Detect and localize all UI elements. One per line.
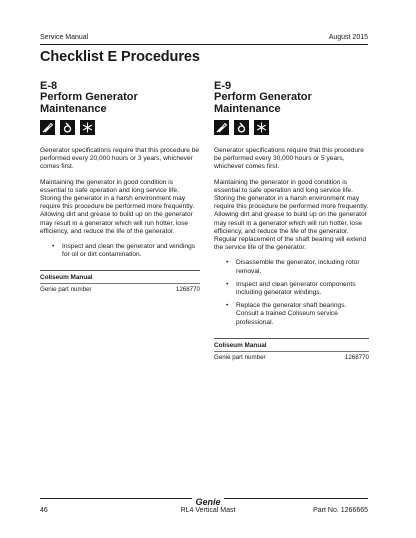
header-left: Service Manual xyxy=(40,34,89,41)
fuel-can-icon xyxy=(60,120,75,135)
section-title: Perform Generator Maintenance xyxy=(40,91,138,115)
reference-row xyxy=(40,283,200,293)
header-rule xyxy=(40,44,368,45)
section-id: E-8 xyxy=(40,80,58,92)
reference-number: 1268770 xyxy=(175,286,200,294)
reference-row xyxy=(214,351,369,361)
wrench-screwdriver-icon xyxy=(214,120,229,135)
snowflake-icon xyxy=(254,120,269,135)
list-item: • Disassemble the generator, including rotor removal. xyxy=(226,259,369,275)
section-id: E-9 xyxy=(214,80,232,92)
section-e9 xyxy=(214,80,369,361)
paragraph: Generator specifications require that this procedure be performed every 20,000 hours or 3 years, whichever comes first. xyxy=(40,147,200,171)
list-item: • Inspect and clean generator components including generator windings. xyxy=(226,281,369,297)
genie-logo: Genie xyxy=(192,497,223,507)
reference-title: Coliseum Manual xyxy=(214,341,267,349)
snowflake-icon xyxy=(80,120,95,135)
section-title: Perform Generator Maintenance xyxy=(214,91,312,115)
bullet-list xyxy=(214,259,369,326)
icon-row xyxy=(214,120,369,135)
icon-row xyxy=(40,120,200,135)
paragraph: Maintaining the generator in good condition is essential to safe operation and long service life. Storing the generator in a harsh environment may require this procedure be performed more frequently. Allowing dirt and grease to build up on the generator may result in a generator which will run hotter, lose efficiency, and reduce the life of the generator. xyxy=(40,178,195,235)
paragraph: Generator specifications require that this procedure be performed every 30,000 hours or 5 years, whichever comes first. xyxy=(214,147,364,171)
footer-center: RL4 Vertical Mast xyxy=(180,507,236,514)
wrench-screwdriver-icon xyxy=(40,120,55,135)
reference-title: Coliseum Manual xyxy=(40,274,93,282)
reference-box xyxy=(40,270,200,293)
header-right: August 2015 xyxy=(328,34,368,41)
page-number: 46 xyxy=(40,507,48,514)
reference-number: 1268770 xyxy=(344,353,369,361)
reference-box xyxy=(214,338,369,361)
list-item: • Inspect and clean the generator and windings for oil or dirt contamination. xyxy=(52,243,200,259)
reference-label: Genie part number xyxy=(40,286,92,294)
list-item: • Replace the generator shaft bearings. Consult a trained Coliseum service professional. xyxy=(226,302,369,327)
part-number: Part No. 1266665 xyxy=(313,507,368,514)
page-title: Checklist E Procedures xyxy=(40,49,200,65)
section-e8 xyxy=(40,80,200,293)
reference-label: Genie part number xyxy=(214,353,266,361)
paragraph: Maintaining the generator in good condition is essential to safe operation and long service life. Storing the generator in a harsh environment may require this procedure be performed more frequently. Allowing dirt and grease to build up on the generator may result in a generator which will run hotter, lose efficiency, and reduce the life of the generator. Regular replacement of the shaft bearing will extend the service life of the generator. xyxy=(214,178,369,252)
fuel-can-icon xyxy=(234,120,249,135)
bullet-list xyxy=(40,243,200,259)
